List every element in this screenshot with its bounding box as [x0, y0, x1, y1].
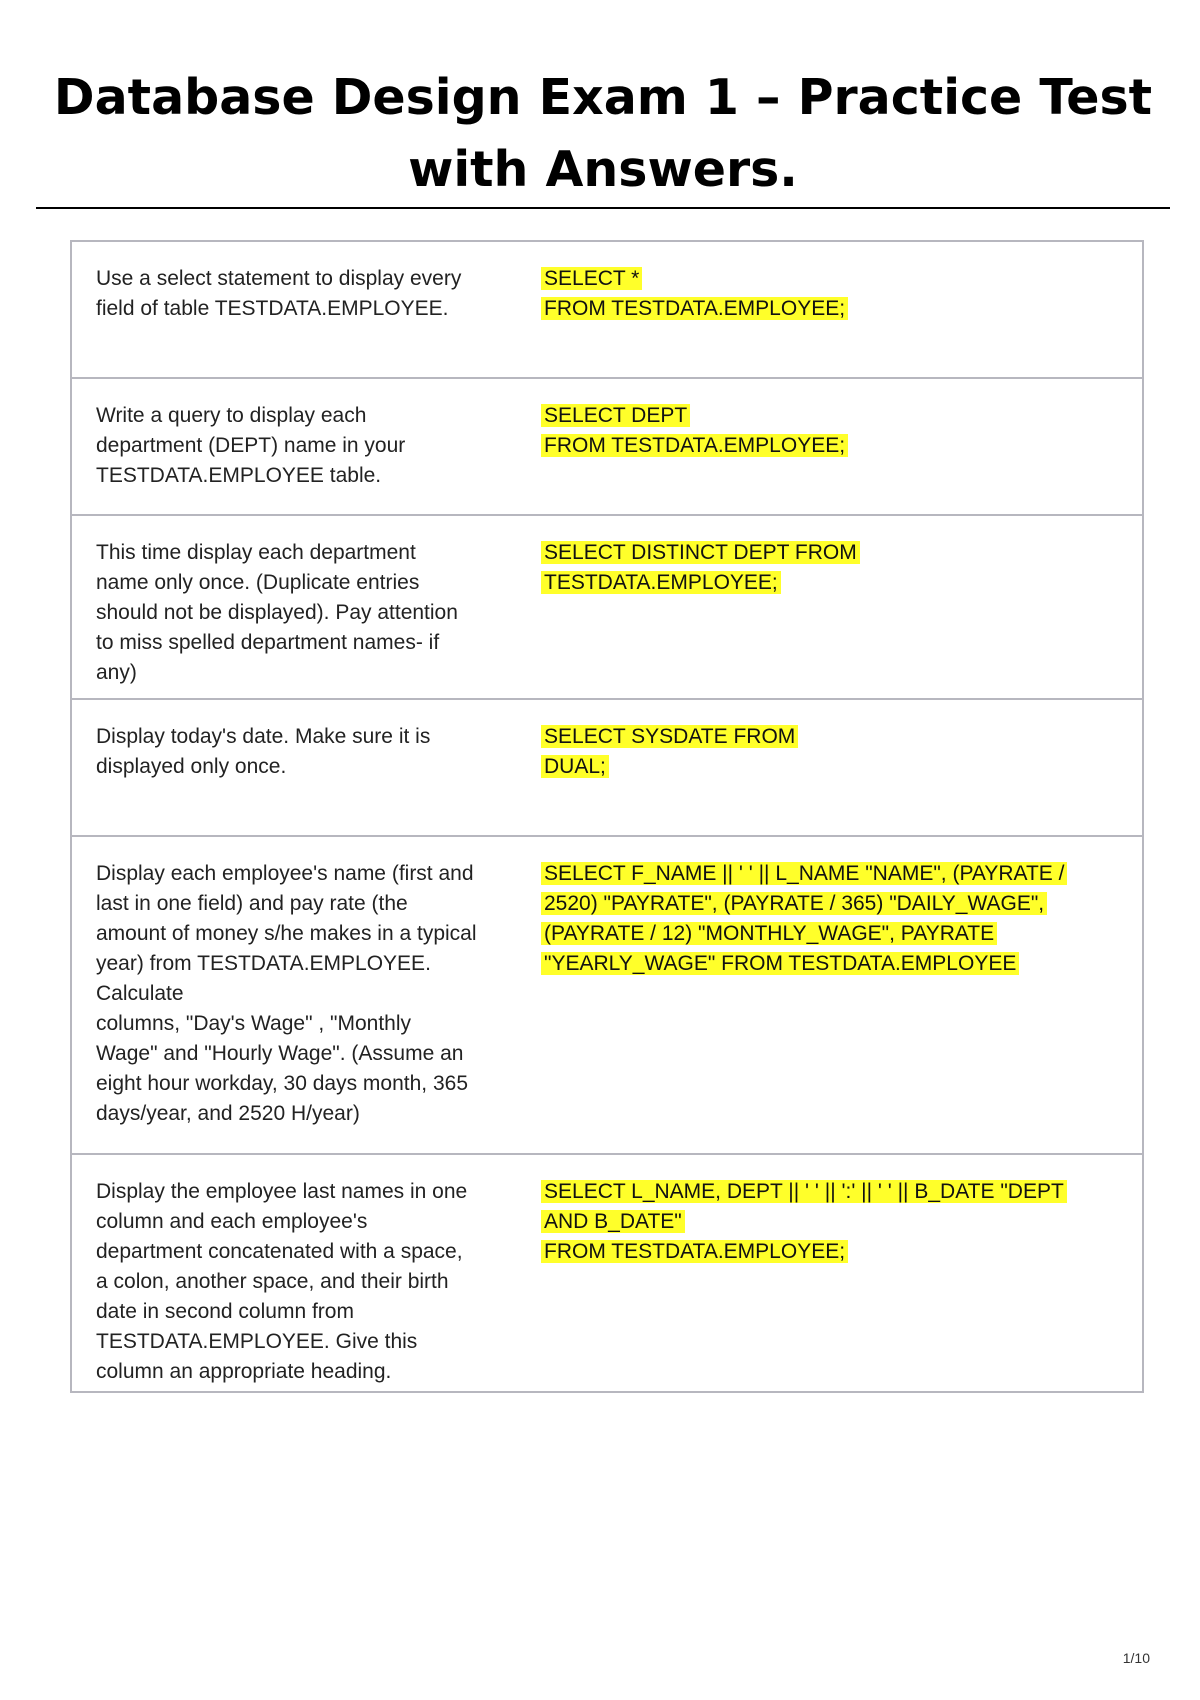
title-divider [36, 207, 1170, 209]
answer-cell [496, 1155, 1067, 1391]
answer-cell [496, 837, 1067, 1153]
qa-row [72, 835, 1142, 1153]
qa-table [70, 240, 1144, 1393]
answer-cell [496, 700, 798, 835]
qa-row [72, 1153, 1142, 1391]
question-text: This time display each department name only once. (Duplicate entries should not be displayed). Pay attention to miss spelled department names- if any) [96, 541, 458, 684]
qa-row [72, 242, 1142, 377]
answer-sql: SELECT * FROM TESTDATA.EMPLOYEE; [541, 267, 848, 320]
question-text: Write a query to display each department (DEPT) name in your TESTDATA.EMPLOYEE table. [96, 404, 406, 487]
qa-row [72, 698, 1142, 835]
qa-row [72, 514, 1142, 698]
document-title: Database Design Exam 1 – Practice Test with Answers. [53, 69, 1153, 198]
page-number: 1/10 [1122, 1650, 1150, 1666]
question-text: Display today's date. Make sure it is displayed only once. [96, 725, 431, 778]
answer-sql: SELECT SYSDATE FROM DUAL; [541, 725, 798, 778]
question-text: Display the employee last names in one column and each employee's department concatenated with a space, a colon, another space, and their birth date in second column from TESTDATA.EMPLOYEE. Give this column an appropriate heading. [96, 1180, 468, 1383]
answer-sql: SELECT DEPT FROM TESTDATA.EMPLOYEE; [541, 404, 848, 457]
answer-cell [496, 516, 860, 698]
qa-row [72, 377, 1142, 514]
answer-sql: SELECT DISTINCT DEPT FROM TESTDATA.EMPLOYEE; [541, 541, 860, 594]
question-text: Display each employee's name (first and last in one field) and pay rate (the amount of money s/he makes in a typical year) from TESTDATA.EMPLOYEE. Calculate columns, "Day's Wage" , "Monthly Wage" and "Hourly Wage". (Assume an eight hour workday, 30 days month, 365 days/year, and 2520 H/year) [96, 862, 477, 1125]
answer-sql: SELECT L_NAME, DEPT || ' ' || ':' || ' ' || B_DATE "DEPT AND B_DATE" FROM TESTDATA.EMPLOYEE; [541, 1180, 1067, 1263]
answer-cell [496, 242, 848, 377]
answer-cell [496, 379, 848, 514]
question-text: Use a select statement to display every field of table TESTDATA.EMPLOYEE. [96, 267, 462, 320]
answer-sql: SELECT F_NAME || ' ' || L_NAME "NAME", (PAYRATE / 2520) "PAYRATE", (PAYRATE / 365) "DAILY_WAGE", (PAYRATE / 12) "MONTHLY_WAGE", PAYRATE "YEARLY_WAGE" FROM TESTDATA.EMPLOYEE [541, 862, 1067, 975]
